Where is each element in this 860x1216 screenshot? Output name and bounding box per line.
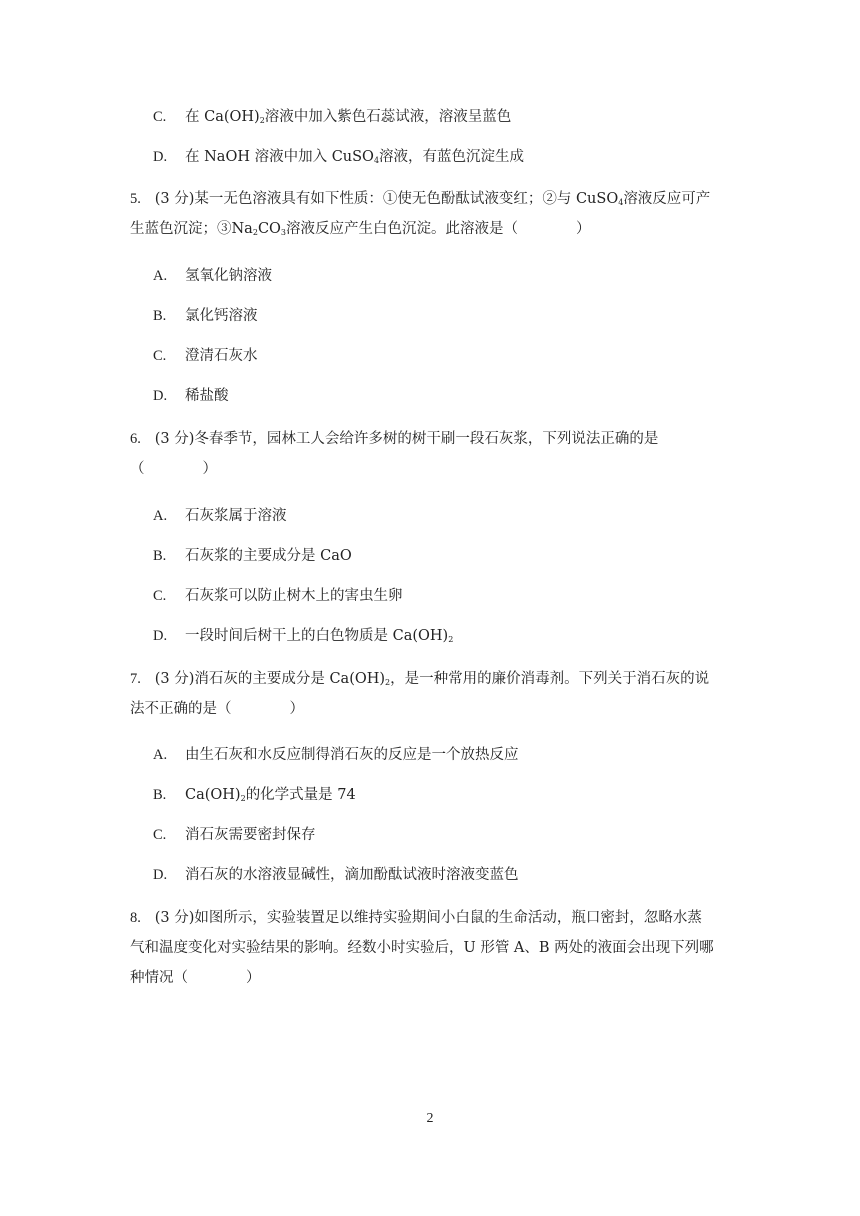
option-text: 在 $Ca(OH)_2$溶液中加入紫色石蕊试液，溶液呈蓝色 xyxy=(185,109,512,125)
document-page: C. 在 $Ca(OH)_2$溶液中加入紫色石蕊试液，溶液呈蓝色 D. 在 NaOH 溶液中加入 CuSO$_4$溶液，有蓝色沉淀生成 5. (3 分)某一无色溶液具有如下性质：①使无色酚酞试液变红；②与 CuSO$_4$溶液反应可产 生蓝色沉淀；$③Na_2CO_3$溶液反应产生白色沉淀。此溶液是（ ） A. 氢氧化钠溶液 B. 氯化钙溶液 C. 澄清石灰水 D. 稀盐酸 6. (3 分)冬春季节，园林工人会给许多树的树干刷一段石灰浆，下列说法正确的是 （ ） A. 石灰浆属于溶液 B. 石灰浆的主要成分是 CaO C. 石灰浆可以防止树木上的害虫生卵 D. 一段时间后树干上的白色物质是 $Ca(OH)_2$ 7. (3 分)消石灰的主要成分是 $Ca(OH)_2$，是一种常用的廉价消毒剂。下列关于消石灰的说 法不正确的是（ ） A. 由生石灰和水反应制得消石灰的反应是一个放热反应 B. $Ca(OH)_2$的化学式量是 74 C. 消石灰需要密封保存 D. 消石灰的水溶液显碱性，滴加酚酞试液时溶液变蓝色 8. (3 分)如图所示，实验装置足以维持实验期间小白鼠的生命活动，瓶口密封，忽略水蒸 气和温度变化对实验结果的影响。经数小时实验后，U 形管 A、B 两处的液面会出现下列哪 种情况（ ） 2 xyxy=(0,0,860,1216)
q6-stem-line2: （ ） xyxy=(130,461,217,477)
question-number: 5. xyxy=(130,191,141,207)
q7-stem-line2: 法不正确的是（ ） xyxy=(130,701,304,717)
option-text: 在 NaOH 溶液中加入 CuSO$_4$溶液，有蓝色沉淀生成 xyxy=(185,149,525,165)
q5-stem-line2: 生蓝色沉淀；$③Na_2CO_3$溶液反应产生白色沉淀。此溶液是（ ） xyxy=(130,221,591,237)
q5-stem-line1: 5. (3 分)某一无色溶液具有如下性质：①使无色酚酞试液变红；②与 CuSO$_4$溶液反应可产 xyxy=(130,191,711,207)
q7-stem-line1: 7. (3 分)消石灰的主要成分是 $Ca(OH)_2$，是一种常用的廉价消毒剂。下列关于消石灰的说 xyxy=(130,671,710,687)
q8-stem-line1: 8. (3 分)如图所示，实验装置足以维持实验期间小白鼠的生命活动，瓶口密封，忽略水蒸 xyxy=(130,910,702,926)
page-number: 2 xyxy=(426,1111,434,1126)
option-letter: D. xyxy=(153,149,168,165)
q6-stem-line1: 6. (3 分)冬春季节，园林工人会给许多树的树干刷一段石灰浆，下列说法正确的是 xyxy=(130,431,659,447)
question-number: 7. xyxy=(130,671,141,687)
option-letter: C. xyxy=(153,109,167,125)
q8-stem-line3: 种情况（ ） xyxy=(130,970,261,986)
q8-stem-line2: 气和温度变化对实验结果的影响。经数小时实验后，U 形管 A、B 两处的液面会出现下列哪 xyxy=(130,940,714,956)
question-number: 6. xyxy=(130,431,141,447)
question-number: 8. xyxy=(130,910,141,926)
